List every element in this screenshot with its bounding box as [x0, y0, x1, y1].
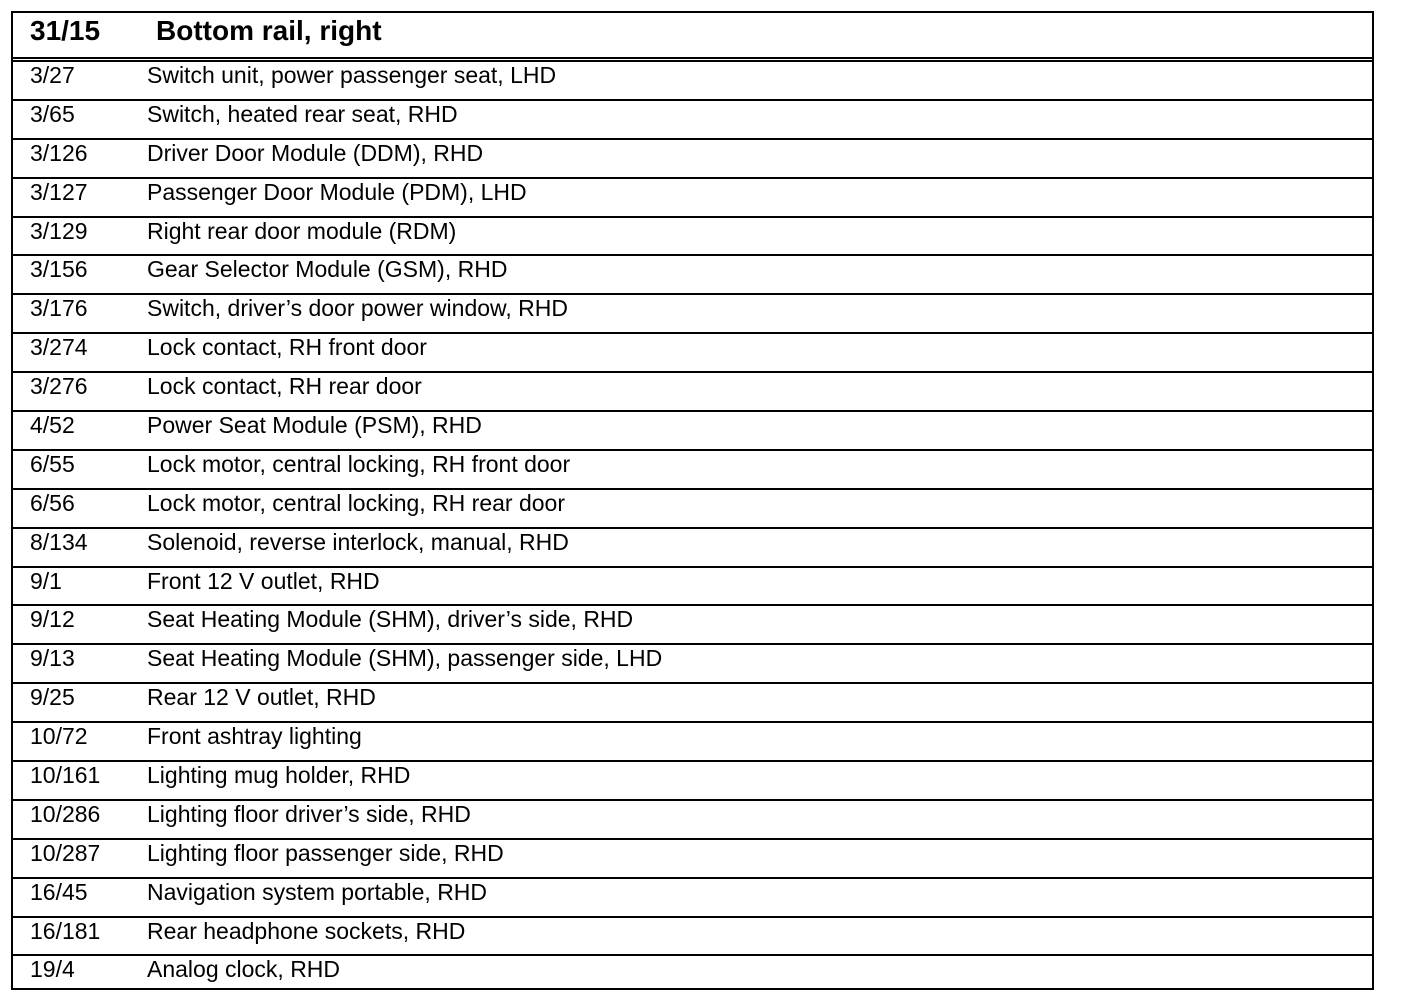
row-code: 3/127 — [30, 178, 88, 205]
header-code: 31/15 — [30, 15, 101, 46]
row-description: Navigation system portable, RHD — [147, 878, 488, 905]
row-description: Solenoid, reverse interlock, manual, RHD — [147, 528, 569, 555]
row-code: 3/129 — [30, 217, 88, 244]
row-code: 8/134 — [30, 528, 88, 555]
row-description: Seat Heating Module (SHM), driver’s side, RHD — [147, 606, 634, 633]
row-description: Lock contact, RH front door — [147, 334, 427, 361]
table-row — [13, 412, 1372, 451]
row-description: Front ashtray lighting — [147, 723, 362, 750]
row-code: 6/56 — [30, 489, 75, 516]
table-row — [13, 334, 1372, 373]
row-description: Switch unit, power passenger seat, LHD — [147, 62, 557, 88]
row-description: Lock motor, central locking, RH rear door — [147, 489, 566, 516]
row-description: Right rear door module (RDM) — [147, 217, 457, 244]
row-code: 3/65 — [30, 100, 75, 127]
table-row — [13, 140, 1372, 179]
row-code: 16/181 — [30, 917, 101, 944]
row-description: Front 12 V outlet, RHD — [147, 567, 380, 594]
table-row — [13, 918, 1372, 957]
table-row — [13, 645, 1372, 684]
row-code: 4/52 — [30, 412, 75, 439]
table-row — [13, 490, 1372, 529]
row-description: Lighting floor driver’s side, RHD — [147, 800, 471, 827]
row-code: 10/161 — [30, 762, 101, 789]
table-row — [13, 684, 1372, 723]
table-row — [13, 295, 1372, 334]
row-code: 3/27 — [30, 62, 75, 88]
row-code: 6/55 — [30, 450, 75, 477]
header-title: Bottom rail, right — [156, 15, 382, 46]
table-row — [13, 101, 1372, 140]
row-code: 10/286 — [30, 800, 101, 827]
row-description: Seat Heating Module (SHM), passenger side, LHD — [147, 645, 663, 672]
row-code: 10/72 — [30, 723, 88, 750]
row-code: 3/274 — [30, 334, 88, 361]
table-row — [13, 529, 1372, 568]
table-header — [13, 13, 1372, 57]
row-code: 9/12 — [30, 606, 75, 633]
row-description: Gear Selector Module (GSM), RHD — [147, 256, 508, 283]
row-description: Power Seat Module (PSM), RHD — [147, 412, 482, 439]
table-row — [13, 723, 1372, 762]
table-body — [13, 62, 1372, 995]
table-row — [13, 179, 1372, 218]
row-description: Lighting mug holder, RHD — [147, 762, 411, 789]
table-row — [13, 879, 1372, 918]
row-description: Driver Door Module (DDM), RHD — [147, 139, 484, 166]
table-row — [13, 373, 1372, 412]
table-row — [13, 568, 1372, 607]
table-row — [13, 762, 1372, 801]
table-row — [13, 801, 1372, 840]
row-code: 9/25 — [30, 684, 75, 711]
row-description: Analog clock, RHD — [147, 956, 341, 983]
row-description: Switch, heated rear seat, RHD — [147, 100, 458, 127]
table-row — [13, 62, 1372, 101]
row-code: 16/45 — [30, 878, 88, 905]
row-description: Passenger Door Module (PDM), LHD — [147, 178, 527, 205]
row-description: Lock contact, RH rear door — [147, 373, 422, 400]
row-code: 10/287 — [30, 839, 101, 866]
row-description: Lighting floor passenger side, RHD — [147, 839, 504, 866]
table-row — [13, 606, 1372, 645]
component-table — [11, 11, 1374, 990]
table-row — [13, 451, 1372, 490]
row-code: 3/276 — [30, 373, 88, 400]
row-description: Lock motor, central locking, RH front door — [147, 450, 571, 477]
table-row — [13, 840, 1372, 879]
row-description: Switch, driver’s door power window, RHD — [147, 295, 568, 322]
row-code: 19/4 — [30, 956, 75, 983]
row-code: 9/13 — [30, 645, 75, 672]
row-code: 3/156 — [30, 256, 88, 283]
row-code: 9/1 — [30, 567, 62, 594]
table-row — [13, 956, 1372, 995]
table-row — [13, 256, 1372, 295]
table-row — [13, 218, 1372, 257]
row-code: 3/126 — [30, 139, 88, 166]
row-description: Rear headphone sockets, RHD — [147, 917, 466, 944]
row-code: 3/176 — [30, 295, 88, 322]
row-description: Rear 12 V outlet, RHD — [147, 684, 376, 711]
